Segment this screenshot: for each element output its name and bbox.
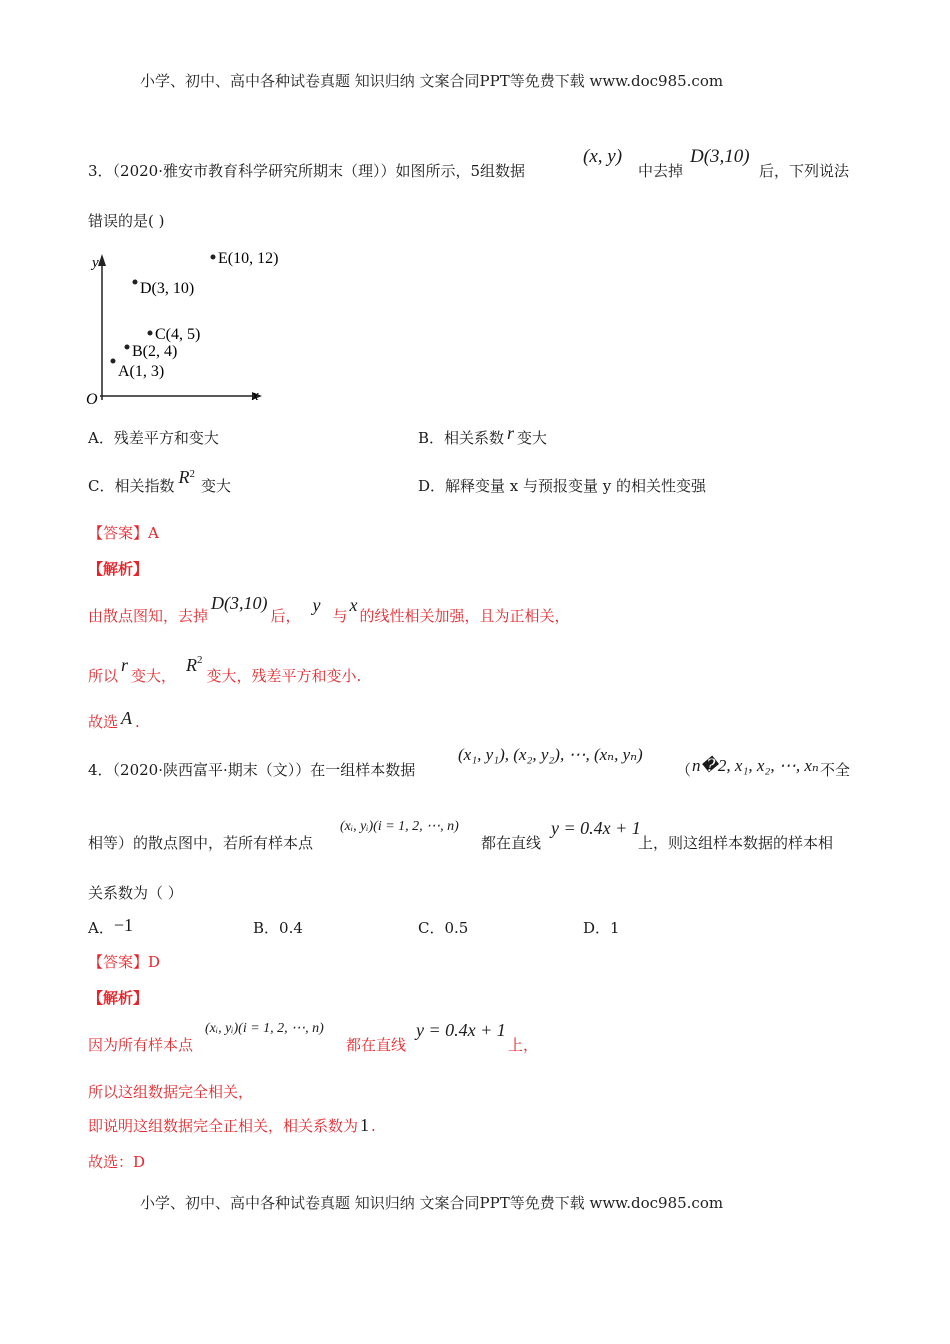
q3-stem-line2: 错误的是( ): [88, 212, 165, 230]
y-axis-label: y: [92, 255, 99, 271]
point-d-label: D(3, 10): [140, 280, 195, 297]
q3-stem-b: 中去掉: [638, 162, 684, 180]
q4-stem-b: （: [676, 761, 692, 779]
point-b: [125, 345, 130, 350]
q4-an1-a: 因为所有样本点: [88, 1036, 194, 1054]
q4-an4: 故选：D: [88, 1153, 146, 1171]
q4-stem-math: (x₁, y₁), (x₂, y₂), ⋯, (xₙ, yₙ): [458, 745, 643, 764]
q3-analysis-line2: 所以r变大，$R^2$变大，残差平方和变小.: [88, 654, 362, 685]
point-a-label: A(1, 3): [118, 363, 165, 380]
x-axis-label: x: [252, 388, 259, 404]
point-c: [148, 331, 153, 336]
point-e-label: E(10, 12): [218, 250, 279, 267]
q3-option-d: D．解释变量 x 与预报变量 y 的相关性变强: [418, 477, 707, 495]
q4-stem-c: 不全: [820, 761, 851, 779]
q3-analysis-line3: 故选 A .: [88, 708, 140, 731]
q4-stem-math2: n�2, x₁, x₂, ⋯, xₙ: [692, 756, 819, 775]
q4-option-a: A．−1: [88, 915, 133, 937]
point-a: [111, 359, 116, 364]
page-footer: 小学、初中、高中各种试卷真题 知识归纳 文案合同PPT等免费下载 www.doc985.com: [140, 1194, 724, 1212]
q3-analysis-line1: 由散点图知，去掉D(3,10)后，y与x的线性相关加强，且为正相关，: [88, 593, 570, 625]
q4-option-b: B．0.4: [253, 919, 303, 937]
q3-answer: 【答案】A: [88, 524, 159, 542]
q3-option-c: C．相关指数 $R^2$变大: [88, 467, 231, 495]
q4-an1-eq: y = 0.4x + 1: [416, 1020, 506, 1040]
q3-option-b: B．相关系数 r 变大: [418, 423, 548, 447]
point-b-label: B(2, 4): [132, 343, 178, 360]
q3-option-a: A．残差平方和变大: [88, 429, 219, 447]
q3-math-d: D(3,10): [690, 146, 750, 167]
q4-an1-c: 上，: [508, 1036, 539, 1054]
q3-stem-a: 3．（2020·雅安市教育科学研究所期末（理））如图所示，5组数据: [88, 162, 526, 180]
q4-line2-eq: y = 0.4x + 1: [551, 818, 641, 838]
q3-math-xy: (x, y): [583, 146, 623, 167]
q3-stem-c: 后，下列说法: [759, 162, 850, 180]
q4-analysis-title: 【解析】: [88, 989, 149, 1007]
q4-answer: 【答案】D: [88, 953, 161, 971]
q4-option-c: C．0.5: [418, 919, 469, 937]
q3-analysis-title: 【解析】: [88, 560, 149, 578]
y-axis-arrow: [98, 254, 106, 266]
point-c-label: C(4, 5): [155, 326, 201, 343]
q3-scatter-figure: [82, 240, 282, 410]
point-e: [211, 255, 216, 260]
page-header: 小学、初中、高中各种试卷真题 知识归纳 文案合同PPT等免费下载 www.doc985.com: [140, 72, 724, 90]
q4-stem-a: 4．（2020·陕西富平·期末（文））在一组样本数据: [88, 761, 416, 779]
q4-an1-b: 都在直线: [346, 1036, 407, 1054]
q4-an1-math: (xᵢ, yᵢ)(i = 1, 2, ⋯, n): [205, 1021, 324, 1036]
origin-label: O: [86, 391, 98, 408]
q4-line2-c: 上，则这组样本数据的样本相: [638, 834, 834, 852]
q4-line2-a: 相等）的散点图中，若所有样本点: [88, 834, 314, 852]
q4-line3: 关系数为（ ）: [88, 884, 183, 902]
q4-option-d: D．1: [583, 919, 620, 937]
point-d: [133, 280, 138, 285]
q4-line2-math: (xᵢ, yᵢ)(i = 1, 2, ⋯, n): [340, 819, 459, 834]
q4-an2: 所以这组数据完全相关，: [88, 1083, 254, 1101]
q4-line2-b: 都在直线: [481, 834, 542, 852]
q4-an3: 即说明这组数据完全正相关，相关系数为 1 .: [88, 1115, 376, 1135]
